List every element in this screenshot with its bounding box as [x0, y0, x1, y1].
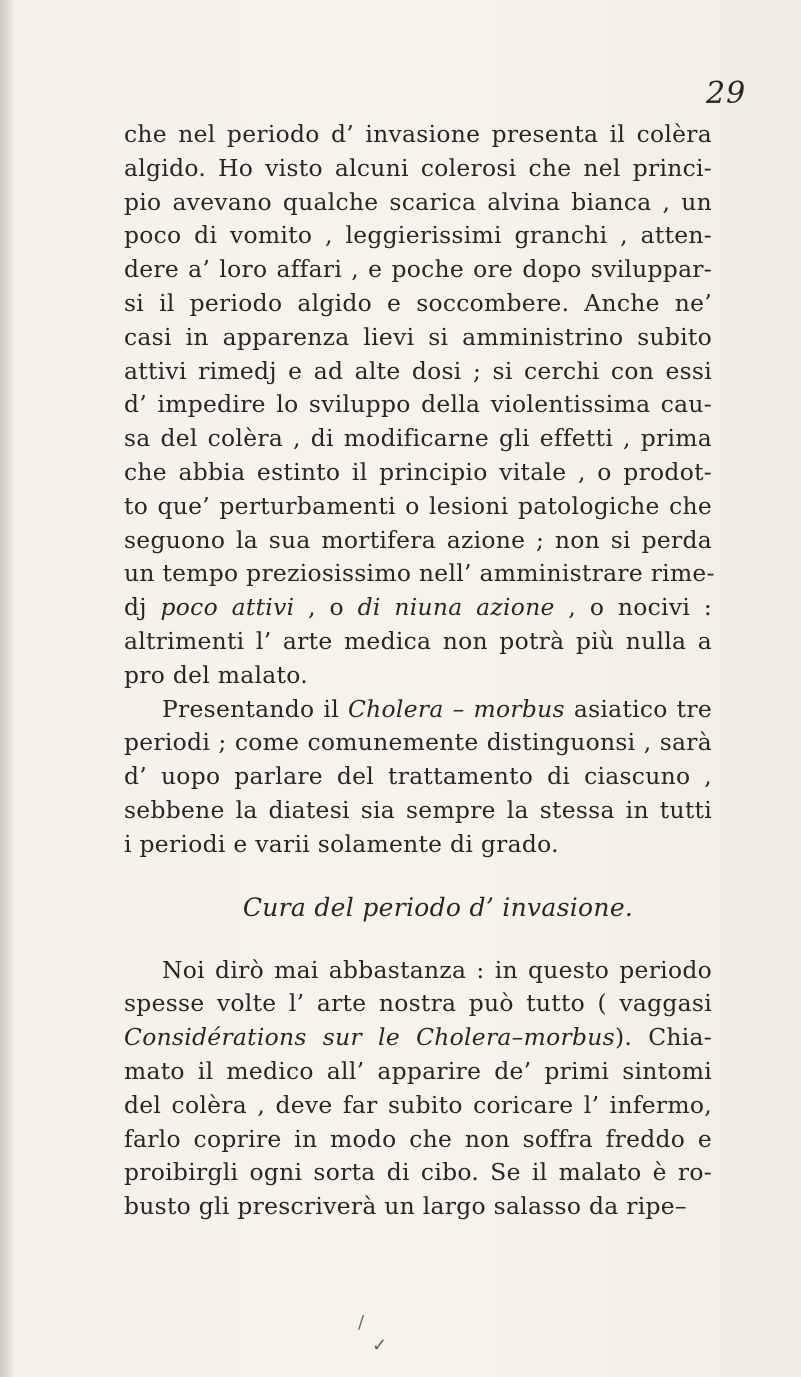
text-line: proibirgli ogni sorta di cibo. Se il malato è ro- [124, 1158, 712, 1187]
text-line: i periodi e varii solamente di grado. [124, 829, 559, 858]
text-line: Noi dirò mai abbastanza : in questo periodo [162, 955, 712, 984]
paragraph-2 [124, 693, 712, 862]
page-text [124, 118, 715, 1224]
text-line: seguono la sua mortifera azione ; non si perda [124, 525, 712, 554]
text-line: altrimenti l’ arte medica non potrà più nulla a [124, 626, 712, 655]
text-line: Considérations sur le Cholera–morbus). Chia- [124, 1023, 713, 1052]
text-line: dj poco attivi , o di niuna azione , o nocivi : [124, 593, 713, 622]
text-line: attivi rimedj e ad alte dosi ; si cerchi con essi [124, 356, 712, 385]
text-line: casi in apparenza lievi si amministrino subito [124, 322, 712, 351]
stray-mark: / [358, 1312, 365, 1333]
text-line: pio avevano qualche scarica alvina bianca , un [124, 187, 712, 216]
text-line: farlo coprire in modo che non soffra freddo e [124, 1124, 712, 1153]
text-line: dere a’ loro affari , e poche ore dopo sviluppar- [124, 255, 712, 284]
text-line: che abbia estinto il principio vitale , o prodot- [124, 457, 712, 486]
text-line: d’ impedire lo sviluppo della violentissima cau- [124, 390, 712, 419]
text-line: del colèra , deve far subito coricare l’ infermo, [124, 1090, 712, 1119]
text-line: algido. Ho visto alcuni colerosi che nel princi- [124, 153, 712, 182]
section-heading: Cura del periodo d’ invasione. [242, 892, 634, 922]
text-line: si il periodo algido e soccombere. Anche ne’ [124, 288, 712, 317]
text-line: periodi ; come comunemente distinguonsi , sarà [124, 728, 712, 757]
text-line: poco di vomito , leggierissimi granchi , atten- [124, 221, 712, 250]
page-binding-edge [0, 0, 14, 1377]
text-line: sebbene la diatesi sia sempre la stessa in tutti [124, 795, 712, 824]
paragraph-3 [124, 954, 712, 1224]
text-line: un tempo preziosissimo nell’ amministrare rime- [124, 559, 715, 588]
text-line: busto gli prescriverà un largo salasso da ripe– [124, 1192, 687, 1221]
text-line: d’ uopo parlare del trattamento di ciascuno , [124, 762, 712, 791]
text-line: che nel periodo d’ invasione presenta il colèra [124, 120, 712, 148]
text-line: sa del colèra , di modificarne gli effetti , prima [124, 424, 712, 453]
stray-mark: ✓ [372, 1335, 388, 1356]
text-line: Presentando il Cholera – morbus asiatico tre [162, 694, 712, 723]
text-line: spesse volte l’ arte nostra può tutto ( vaggasi [124, 989, 712, 1018]
text-line: to que’ perturbamenti o lesioni patologiche che [124, 491, 712, 520]
page-number: 29 [706, 76, 747, 111]
text-line: pro del malato. [124, 660, 308, 689]
text-line: mato il medico all’ apparire de’ primi sintomi [124, 1056, 712, 1085]
paragraph-1 [124, 118, 715, 693]
